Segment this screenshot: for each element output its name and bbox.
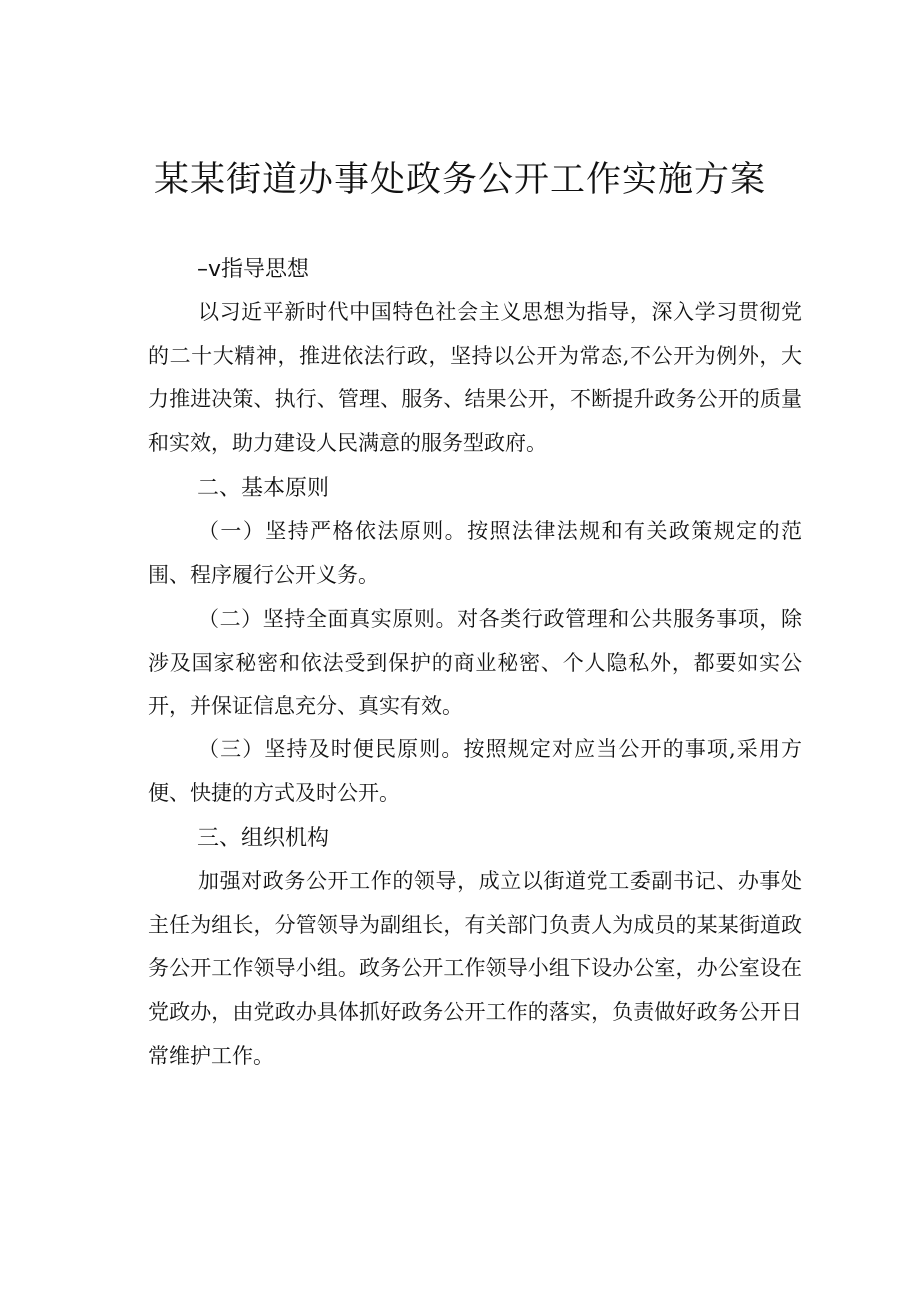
section-paragraph: （一）坚持严格依法原则。按照法律法规和有关政策规定的范围、程序履行公开义务。 <box>148 519 802 587</box>
document-title: 某某街道办事处政务公开工作实施方案 <box>153 160 766 200</box>
section-heading-basic-principles: 二、基本原则 <box>197 476 330 501</box>
section-paragraph: （二）坚持全面真实原则。对各类行政管理和公共服务事项，除涉及国家秘密和依法受到保护的商业秘密、个人隐私外，都要如实公开，并保证信息充分、真实有效。 <box>148 607 802 719</box>
section-paragraph: （三）坚持及时便民原则。按照规定对应当公开的事项,采用方便、快捷的方式及时公开。 <box>148 737 802 805</box>
section-heading-guiding-ideology: –v指导思想 <box>197 257 310 282</box>
section-paragraph: 以习近平新时代中国特色社会主义思想为指导，深入学习贯彻党的二十大精神，推进依法行政，坚持以公开为常态,不公开为例外，大力推进决策、执行、管理、服务、结果公开，不断提升政务公开的质量和实效，助力建设人民满意的服务型政府。 <box>148 300 802 456</box>
section-heading-organization: 三、组织机构 <box>197 826 330 851</box>
section-paragraph: 加强对政务公开工作的领导，成立以街道党工委副书记、办事处主任为组长，分管领导为副组长，有关部门负责人为成员的某某街道政务公开工作领导小组。政务公开工作领导小组下设办公室，办公室设在党政办，由党政办具体抓好政务公开工作的落实，负责做好政务公开日常维护工作。 <box>148 869 802 1068</box>
